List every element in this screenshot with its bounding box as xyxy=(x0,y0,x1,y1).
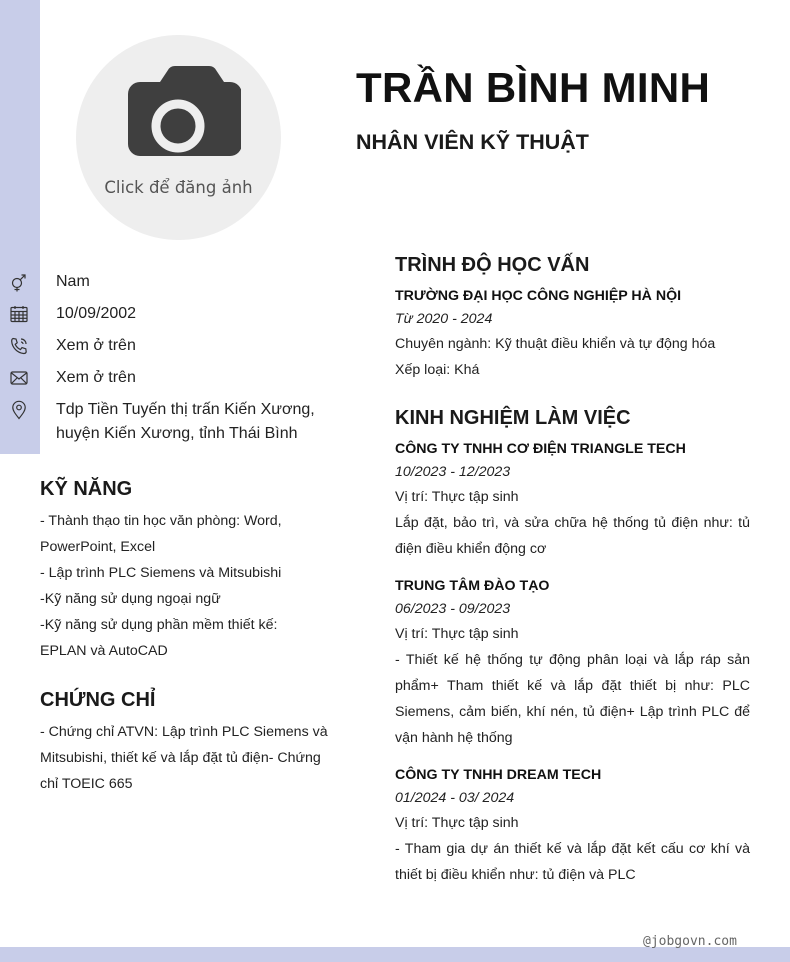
calendar-icon xyxy=(9,304,29,324)
job-period: 01/2024 - 03/ 2024 xyxy=(395,790,515,806)
phone-value: Xem ở trên xyxy=(56,337,136,354)
candidate-title: NHÂN VIÊN KỸ THUẬT xyxy=(356,130,589,154)
candidate-name: TRẦN BÌNH MINH xyxy=(356,64,711,111)
education-heading: TRÌNH ĐỘ HỌC VẤN xyxy=(395,254,590,276)
email-value: Xem ở trên xyxy=(56,369,136,386)
skills-line: -Kỹ năng sử dụng ngoại ngữ xyxy=(40,591,221,607)
watermark: @jobgovn.com xyxy=(643,934,737,949)
education-school: TRƯỜNG ĐẠI HỌC CÔNG NGHIỆP HÀ NỘI xyxy=(395,288,682,304)
contact-email xyxy=(0,366,340,390)
contact-info xyxy=(0,270,340,454)
job-position: Vị trí: Thực tập sinh xyxy=(395,815,519,831)
photo-upload-label: Click để đăng ảnh xyxy=(104,178,253,197)
address-line-1: Tdp Tiền Tuyến thị trấn Kiến Xương, xyxy=(56,401,315,418)
job-position: Vị trí: Thực tập sinh xyxy=(395,489,519,505)
job-period: 10/2023 - 12/2023 xyxy=(395,464,511,480)
skills-line: -Kỹ năng sử dụng phần mềm thiết kế: xyxy=(40,617,278,633)
skills-line: - Lập trình PLC Siemens và Mitsubishi xyxy=(40,565,282,581)
camera-icon xyxy=(116,65,241,175)
phone-icon xyxy=(9,336,29,356)
job-description: - Thiết kế hệ thống tự động phân loại và lắp ráp sản phẩm+ Tham thiết kế và lắp đặt thiết bị như: PLC Siemens, cảm biến, khí nén, tủ điện+ Lập trình PLC để vận hành hệ thống xyxy=(395,652,750,746)
job-description: Lắp đặt, bảo trì, và sửa chữa hệ thống tủ điện như: tủ điện điều khiển động cơ xyxy=(395,515,750,557)
job-company: CÔNG TY TNHH DREAM TECH xyxy=(395,767,602,783)
education-grade: Xếp loại: Khá xyxy=(395,362,480,378)
job-company: CÔNG TY TNHH CƠ ĐIỆN TRIANGLE TECH xyxy=(395,441,686,457)
gender-icon xyxy=(9,272,29,292)
skills-line: EPLAN và AutoCAD xyxy=(40,643,168,659)
bottom-accent-band xyxy=(0,947,790,962)
skills-list xyxy=(40,508,330,664)
contact-phone xyxy=(0,334,340,358)
certificates-list xyxy=(40,719,330,797)
job-description: - Tham gia dự án thiết kế và lắp đặt kết cấu cơ khí và thiết bị điều khiển như: tủ điện và PLC xyxy=(395,841,750,883)
job-position: Vị trí: Thực tập sinh xyxy=(395,626,519,642)
gender-value: Nam xyxy=(56,273,90,290)
experience-section xyxy=(395,407,750,888)
education-section xyxy=(395,254,750,383)
job-period: 06/2023 - 09/2023 xyxy=(395,601,511,617)
mail-icon xyxy=(9,368,29,388)
experience-item xyxy=(395,575,750,751)
job-company: TRUNG TÂM ĐÀO TẠO xyxy=(395,578,550,594)
experience-heading: KINH NGHIỆM LÀM VIỆC xyxy=(395,407,631,429)
contact-gender xyxy=(0,270,340,294)
photo-upload[interactable] xyxy=(76,35,281,240)
certificates-heading: CHỨNG CHỈ xyxy=(40,689,156,711)
address-line-2: huyện Kiến Xương, tỉnh Thái Bình xyxy=(56,425,298,442)
contact-address xyxy=(0,398,340,446)
certificates-section xyxy=(40,689,330,797)
contact-birthday xyxy=(0,302,340,326)
skills-line: PowerPoint, Excel xyxy=(40,539,156,555)
experience-item xyxy=(395,438,750,562)
education-period: Từ 2020 - 2024 xyxy=(395,311,493,327)
location-pin-icon xyxy=(9,400,29,420)
certificate-line: Mitsubishi, thiết kế và lắp đặt tủ điện- Chứng xyxy=(40,750,321,766)
birthday-value: 10/09/2002 xyxy=(56,305,137,322)
skills-section xyxy=(40,478,330,664)
certificate-line: chỉ TOEIC 665 xyxy=(40,776,133,792)
skills-heading: KỸ NĂNG xyxy=(40,478,133,500)
certificate-line: - Chứng chỉ ATVN: Lập trình PLC Siemens và xyxy=(40,724,328,740)
experience-item xyxy=(395,764,750,888)
education-major: Chuyên ngành: Kỹ thuật điều khiển và tự động hóa xyxy=(395,336,716,352)
skills-line: - Thành thạo tin học văn phòng: Word, xyxy=(40,513,282,529)
